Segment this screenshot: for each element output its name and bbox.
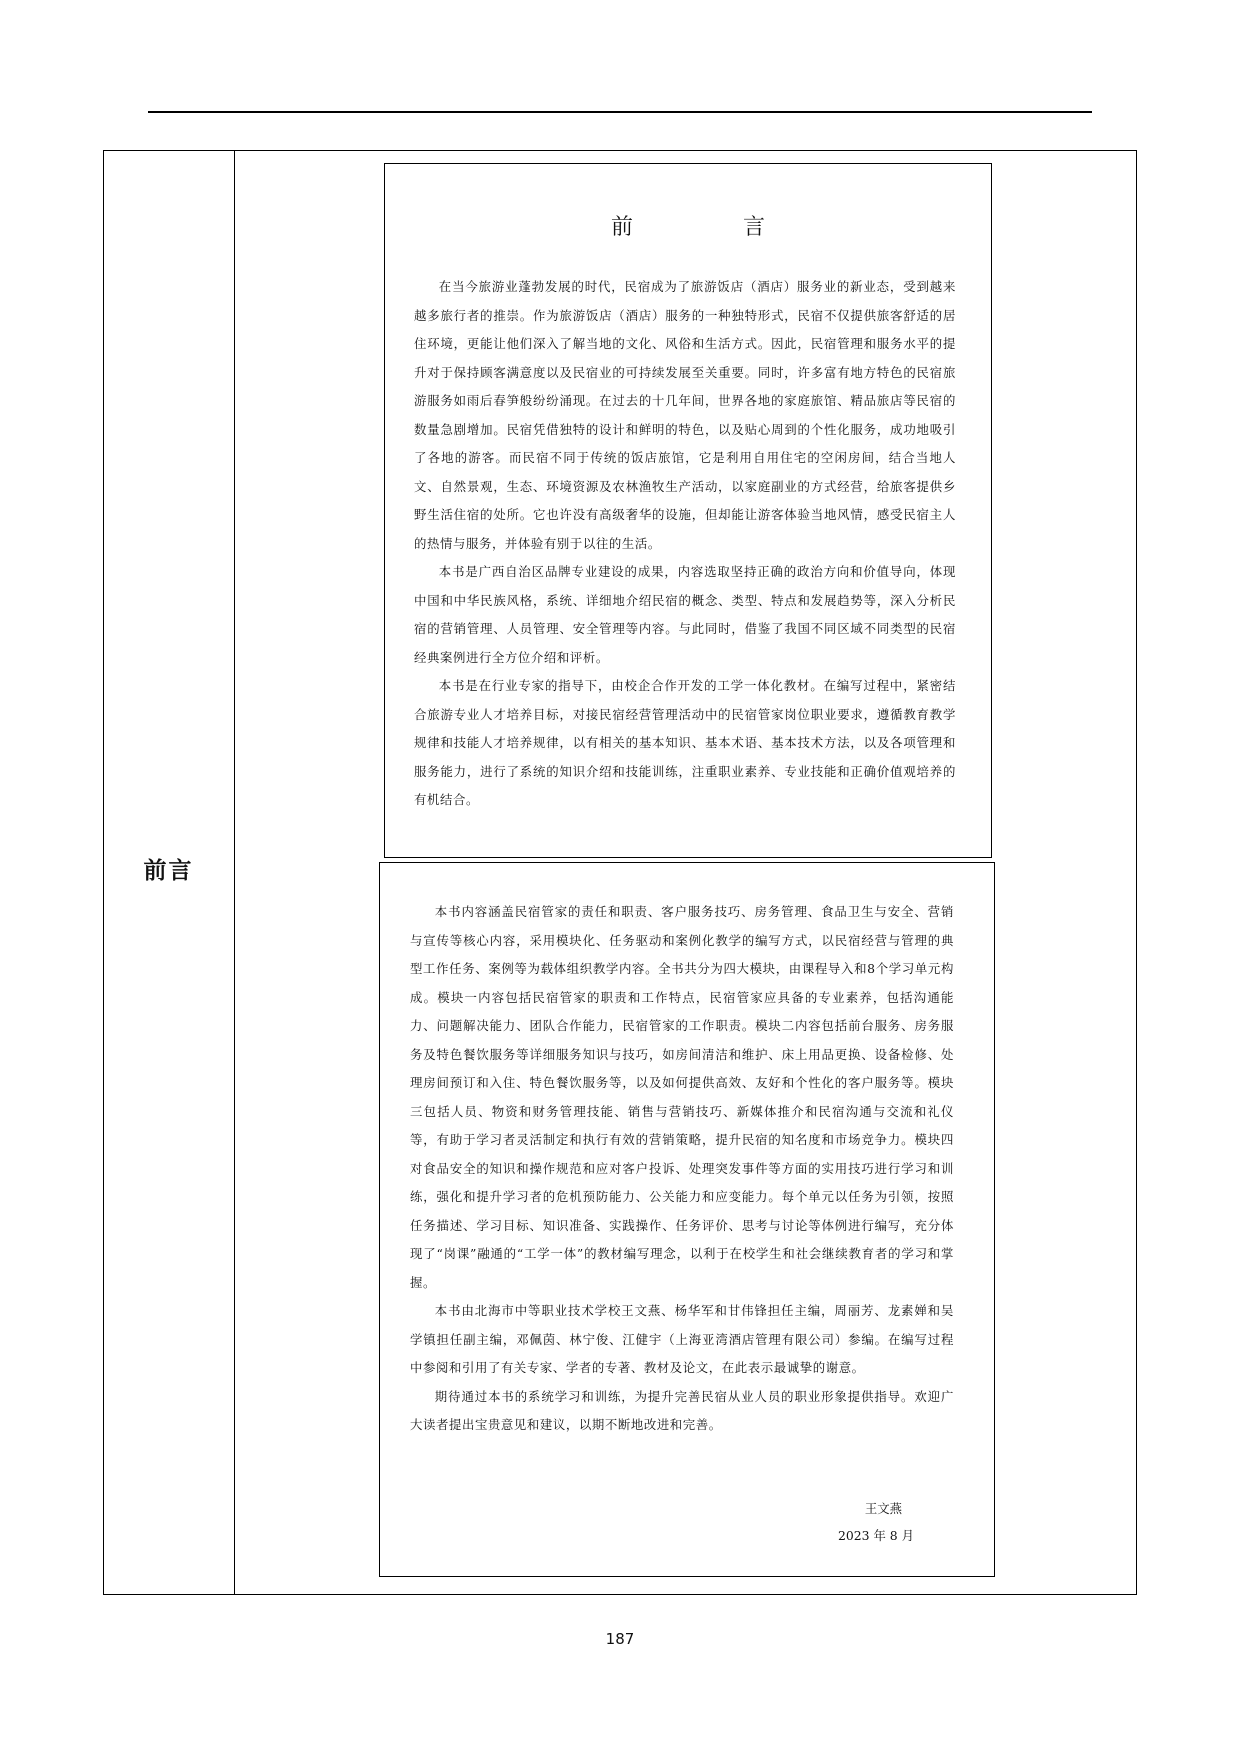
preface-scan-page-1: [384, 163, 992, 858]
section-label: 前言: [143, 858, 194, 884]
preface-body-2: [410, 898, 954, 1440]
paragraph: 本书由北海市中等职业技术学校王文燕、杨华军和甘伟锋担任主编，周丽芳、龙素婵和吴学镇担任副主编，邓佩茵、林宁俊、江健宇（上海亚湾酒店管理有限公司）参编。在编写过程中参阅和引用了有关专家、学者的专著、教材及论文，在此表示最诚挚的谢意。: [410, 1303, 954, 1375]
paragraph: 本书是广西自治区品牌专业建设的成果，内容选取坚持正确的政治方向和价值导向，体现中国和中华民族风格，系统、详细地介绍民宿的概念、类型、特点和发展趋势等，深入分析民宿的营销管理、人员管理、安全管理等内容。与此同时，借鉴了我国不同区域不同类型的民宿经典案例进行全方位介绍和评析。: [414, 564, 956, 665]
signature-date: 2023 年 8 月: [837, 1528, 914, 1543]
paragraph: 在当今旅游业蓬勃发展的时代，民宿成为了旅游饭店（酒店）服务业的新业态，受到越来越多旅行者的推崇。作为旅游饭店（酒店）服务的一种独特形式，民宿不仅提供旅客舒适的居住环境，更能让他们深入了解当地的文化、风俗和生活方式。因此，民宿管理和服务水平的提升对于保持顾客满意度以及民宿业的可持续发展至关重要。同时，许多富有地方特色的民宿旅游服务如雨后春笋般纷纷涌现。在过去的十几年间，世界各地的家庭旅馆、精品旅店等民宿的数量急剧增加。民宿凭借独特的设计和鲜明的特色，以及贴心周到的个性化服务，成功地吸引了各地的游客。而民宿不同于传统的饭店旅馆，它是利用自用住宅的空闲房间，结合当地人文、自然景观，生态、环境资源及农林渔牧生产活动，以家庭副业的方式经营，给旅客提供乡野生活住宿的处所。它也许没有高级奢华的设施，但却能让游客体验当地风情，感受民宿主人的热情与服务，并体验有别于以往的生活。: [414, 279, 956, 551]
header-rule: [148, 111, 1092, 113]
preface-scan-page-2: [379, 862, 995, 1577]
paragraph: 期待通过本书的系统学习和训练，为提升完善民宿从业人员的职业形象提供指导。欢迎广大读者提出宝贵意见和建议，以期不断地改进和完善。: [410, 1388, 954, 1432]
label-cell: [103, 150, 234, 1595]
page-number: 187: [605, 1630, 635, 1648]
signature-name: 王文燕: [864, 1501, 902, 1516]
paragraph: 本书是在行业专家的指导下，由校企合作开发的工学一体化教材。在编写过程中，紧密结合旅游专业人才培养目标，对接民宿经营管理活动中的民宿管家岗位职业要求，遵循教育教学规律和技能人才培养规律，以有相关的基本知识、基本术语、基本技术方法，以及各项管理和服务能力，进行了系统的知识介绍和技能训练，注重职业素养、专业技能和正确价值观培养的有机结合。: [414, 678, 956, 807]
paragraph: 本书内容涵盖民宿管家的责任和职责、客户服务技巧、房务管理、食品卫生与安全、营销与宣传等核心内容，采用模块化、任务驱动和案例化教学的编写方式，以民宿经营与管理的典型工作任务、案例等为载体组织教学内容。全书共分为四大模块，由课程导入和8个学习单元构成。模块一内容包括民宿管家的职责和工作特点，民宿管家应具备的专业素养，包括沟通能力、问题解决能力、团队合作能力，民宿管家的工作职责。模块二内容包括前台服务、房务服务及特色餐饮服务等详细服务知识与技巧，如房间清洁和维护、床上用品更换、设备检修、处理房间预订和入住、特色餐饮服务等，以及如何提供高效、友好和个性化的客户服务等。模块三包括人员、物资和财务管理技能、销售与营销技巧、新媒体推介和民宿沟通与交流和礼仪等，有助于学习者灵活制定和执行有效的营销策略，提升民宿的知名度和市场竞争力。模块四对食品安全的知识和操作规范和应对客户投诉、处理突发事件等方面的实用技巧进行学习和训练，强化和提升学习者的危机预防能力、公关能力和应变能力。每个单元以任务为引领，按照任务描述、学习目标、知识准备、实践操作、任务评价、思考与讨论等体例进行编写，充分体现了“岗课”融通的“工学一体”的教材编写理念，以利于在校学生和社会继续教育者的学习和掌握。: [410, 904, 954, 1290]
preface-title: 前 言: [610, 215, 809, 240]
preface-body-1: [414, 273, 956, 815]
table-column-divider: [234, 150, 235, 1595]
